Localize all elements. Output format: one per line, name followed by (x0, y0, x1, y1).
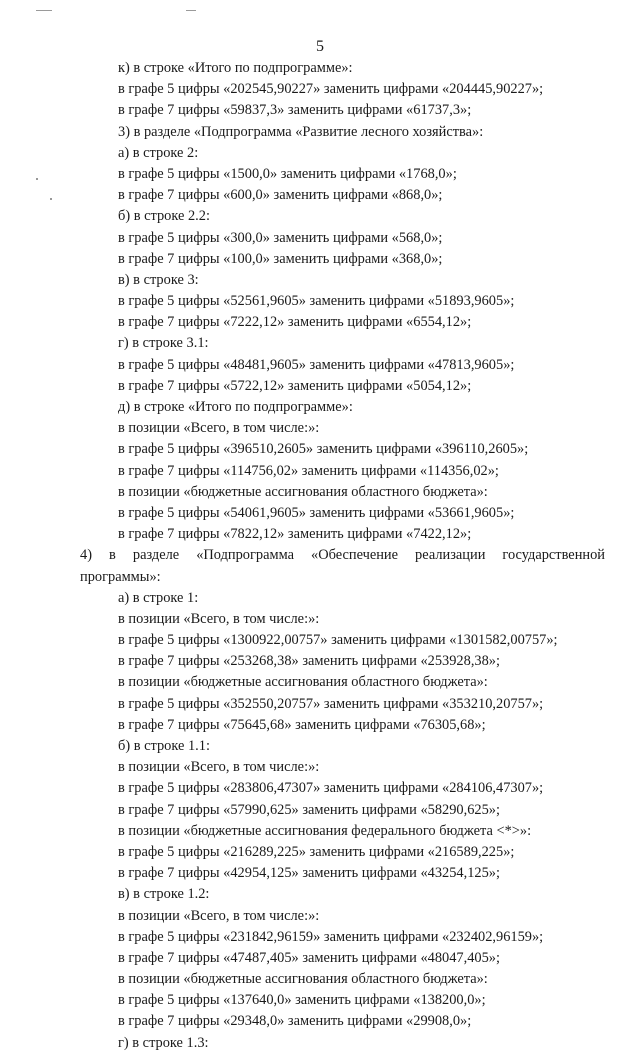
scan-artifact-top-left (36, 10, 52, 11)
text-line: программы»: (80, 568, 161, 585)
text-line: 3) в разделе «Подпрограмма «Развитие лесного хозяйства»: (118, 123, 484, 140)
text-line: б) в строке 2.2: (118, 208, 210, 225)
text-line: в графе 7 цифры «7222,12» заменить цифрами «6554,12»; (118, 314, 472, 331)
text-line: в графе 5 цифры «283806,47307» заменить цифрами «284106,47307»; (118, 780, 544, 797)
text-line: в графе 5 цифры «48481,9605» заменить цифрами «47813,9605»; (118, 356, 515, 373)
text-line: в) в строке 1.2: (118, 886, 210, 903)
text-line: в позиции «Всего, в том числе:»: (118, 420, 320, 437)
text-line: а) в строке 1: (118, 589, 199, 606)
text-line: в графе 7 цифры «5722,12» заменить цифрами «5054,12»; (118, 377, 472, 394)
text-line: в позиции «бюджетные ассигнования областного бюджета»: (118, 674, 488, 691)
text-line: в графе 5 цифры «231842,96159» заменить цифрами «232402,96159»; (118, 928, 544, 945)
text-line: в графе 5 цифры «396510,2605» заменить цифрами «396110,2605»; (118, 441, 529, 458)
text-line: в графе 7 цифры «75645,68» заменить цифрами «76305,68»; (118, 716, 486, 733)
text-line: в позиции «Всего, в том числе:»: (118, 610, 320, 627)
text-line: в графе 5 цифры «1300922,00757» заменить цифрами «1301582,00757»; (118, 632, 558, 649)
text-line: в позиции «бюджетные ассигнования федерального бюджета <*>»: (118, 822, 532, 839)
text-line: а) в строке 2: (118, 144, 199, 161)
text-line: в графе 7 цифры «253268,38» заменить цифрами «253928,38»; (118, 653, 500, 670)
text-line: 4) в разделе «Подпрограмма «Обеспечение реализации государственной (80, 547, 605, 564)
text-line: в позиции «Всего, в том числе:»: (118, 907, 320, 924)
text-line: в графе 5 цифры «352550,20757» заменить цифрами «353210,20757»; (118, 695, 544, 712)
text-line: в позиции «Всего, в том числе:»: (118, 759, 320, 776)
text-line: в графе 5 цифры «1500,0» заменить цифрами «1768,0»; (118, 165, 457, 182)
text-line: в) в строке 3: (118, 271, 199, 288)
text-line: в графе 7 цифры «47487,405» заменить цифрами «48047,405»; (118, 949, 500, 966)
text-line: г) в строке 1.3: (118, 1034, 209, 1051)
text-line: в графе 5 цифры «202545,90227» заменить цифрами «204445,90227»; (118, 81, 544, 98)
text-line: в графе 5 цифры «137640,0» заменить цифрами «138200,0»; (118, 992, 486, 1009)
text-line: в графе 7 цифры «42954,125» заменить цифрами «43254,125»; (118, 865, 500, 882)
text-line: в графе 5 цифры «54061,9605» заменить цифрами «53661,9605»; (118, 504, 515, 521)
text-line: в графе 7 цифры «29348,0» заменить цифрами «29908,0»; (118, 1013, 472, 1030)
page-number: 5 (316, 38, 324, 55)
text-line: д) в строке «Итого по подпрограмме»: (118, 399, 353, 415)
text-line: в графе 7 цифры «114756,02» заменить цифрами «114356,02»; (118, 462, 499, 479)
text-line: г) в строке 3.1: (118, 335, 209, 352)
text-line: в графе 7 цифры «600,0» заменить цифрами «868,0»; (118, 187, 443, 204)
text-line: в графе 5 цифры «300,0» заменить цифрами «568,0»; (118, 229, 443, 246)
document-body (0, 58, 640, 1054)
text-line: в позиции «бюджетные ассигнования областного бюджета»: (118, 483, 488, 500)
text-line: в графе 7 цифры «59837,3» заменить цифрами «61737,3»; (118, 102, 472, 119)
text-line: в графе 7 цифры «100,0» заменить цифрами «368,0»; (118, 250, 443, 267)
scan-artifact-top-mid (186, 10, 196, 11)
text-line: в графе 5 цифры «216289,225» заменить цифрами «216589,225»; (118, 843, 515, 860)
text-line: в графе 7 цифры «7822,12» заменить цифрами «7422,12»; (118, 526, 472, 543)
text-line: в графе 7 цифры «57990,625» заменить цифрами «58290,625»; (118, 801, 500, 818)
text-line: б) в строке 1.1: (118, 738, 210, 754)
text-line: в графе 5 цифры «52561,9605» заменить цифрами «51893,9605»; (118, 293, 515, 310)
text-line: к) в строке «Итого по подпрограмме»: (118, 60, 353, 76)
text-line: в позиции «бюджетные ассигнования областного бюджета»: (118, 971, 488, 988)
